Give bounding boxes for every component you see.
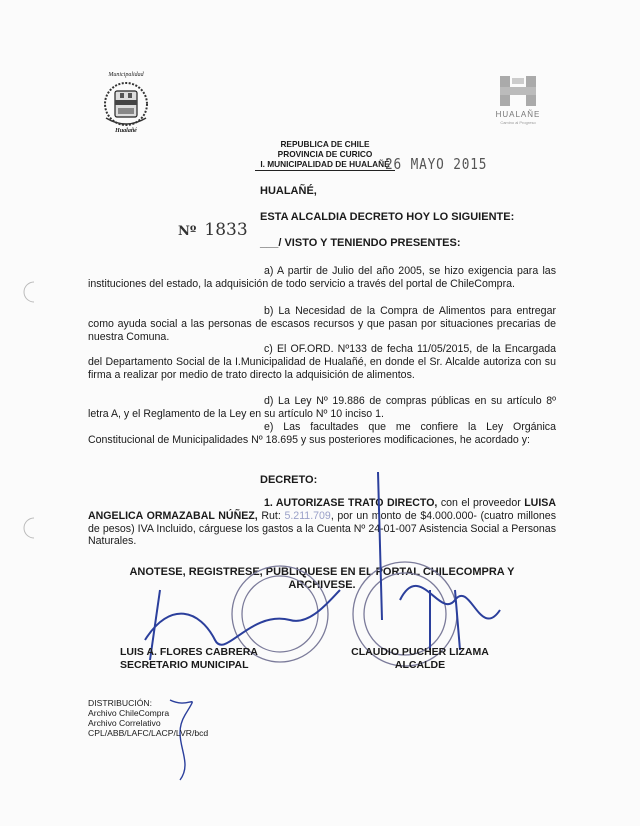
date-stamp: 26 MAYO 2015 (385, 155, 488, 173)
paragraph-d-rest: 8º letra A, y el Reglamento de la Ley en su artículo Nº 10 inciso 1. (88, 395, 556, 420)
left-signer-role: SECRETARIO MUNICIPAL (120, 658, 249, 671)
article-lead-tail: con el proveedor (440, 497, 521, 509)
decree-number-value: 1833 (204, 220, 248, 240)
distribution-item: Archivo Correlativo (88, 718, 161, 728)
rut-label: Rut: (261, 509, 281, 522)
paragraph-c-first: c) El OF.ORD. Nº133 de fecha 11/05/2015, de la (264, 343, 501, 355)
header-line-1: REPUBLICA DE CHILE (280, 139, 370, 149)
logo-tagline: Camino al Progreso (500, 120, 536, 125)
logo-word: HUALAÑE (495, 110, 541, 119)
visto-line: ___/ VISTO Y TENIENDO PRESENTES: (260, 237, 461, 249)
rut-value: 5.211.709 (284, 509, 331, 522)
distribution-title: DISTRIBUCIÓN: (88, 698, 152, 708)
decreto-title: DECRETO: (260, 474, 318, 486)
distribution-item: Archivo ChileCompra (88, 708, 170, 718)
closing-line-1: ANOTESE, REGISTRESE, PUBLIQUESE EN EL PORTAL CHILECOMPRA Y (129, 566, 515, 578)
article-rest: $4.000.000- (cuatro millones de pesos) IVA Incluido, cárguese los gastos a la Cuenta Nº 24-01-007 Asistencia Social a Personas Naturales. (88, 509, 556, 548)
article-tail-1: , por un monto de (330, 509, 417, 522)
paragraph-a-rest: las instituciones del estado, la adquisición de todo servicio a través del portal de ChileCompra. (88, 265, 556, 290)
paragraph-e-rest: Constitucional de Municipalidades Nº 18.695 y sus posteriores modificaciones, he acordado y: (88, 433, 530, 446)
intro-line: ESTA ALCALDIA DECRETO HOY LO SIGUIENTE: (260, 211, 515, 223)
paragraph-c-rest: Encargada del Departamento Social de la I.Municipalidad de Hualañé, en donde el Sr. Alcalde autoriza con su firma a realizar por medio de trato directo la adquisición de alimentos. (88, 343, 556, 381)
paragraph-d-first: d) La Ley Nº 19.886 de compras públicas en su artículo (264, 395, 542, 407)
paragraph-b-first: b) La Necesidad de la Compra de Alimentos para (264, 305, 512, 317)
right-signer-role: ALCALDE (394, 658, 446, 671)
header-line-3: I. MUNICIPALIDAD DE HUALAÑÉ (260, 159, 390, 169)
provider-name: LUISA ANGELICA ORMAZABAL NÚÑEZ, (88, 497, 556, 522)
seal-top-text: Municipalidad (108, 72, 144, 78)
place: HUALAÑÉ, (260, 185, 317, 197)
distribution-item: CPL/ABB/LAFC/LACP/LVR/bcd (88, 728, 209, 738)
closing-line-2: ARCHIVESE. (288, 579, 356, 591)
paragraph-e-first: e) Las facultades que me confiere la Ley Orgánica (264, 421, 556, 433)
decree-number-label: Nº (178, 224, 197, 239)
header-line-2: PROVINCIA DE CURICO (277, 149, 373, 159)
paragraph-a-first: a) A partir de Julio del año 2005, se hizo exigencia para (264, 265, 539, 277)
left-signer-name: LUIS A. FLORES CABRERA (120, 646, 258, 658)
article-lead: 1. AUTORIZASE TRATO DIRECTO, (264, 497, 438, 509)
paragraph-b-rest: entregar como ayuda social a las personas de escasos recursos y que pasan por situaciones precarias de nuestra Comuna. (88, 305, 556, 343)
right-signer-name: CLAUDIO PUCHER LIZAMA (351, 646, 489, 658)
seal-bottom-text: Hualañé (115, 128, 137, 134)
